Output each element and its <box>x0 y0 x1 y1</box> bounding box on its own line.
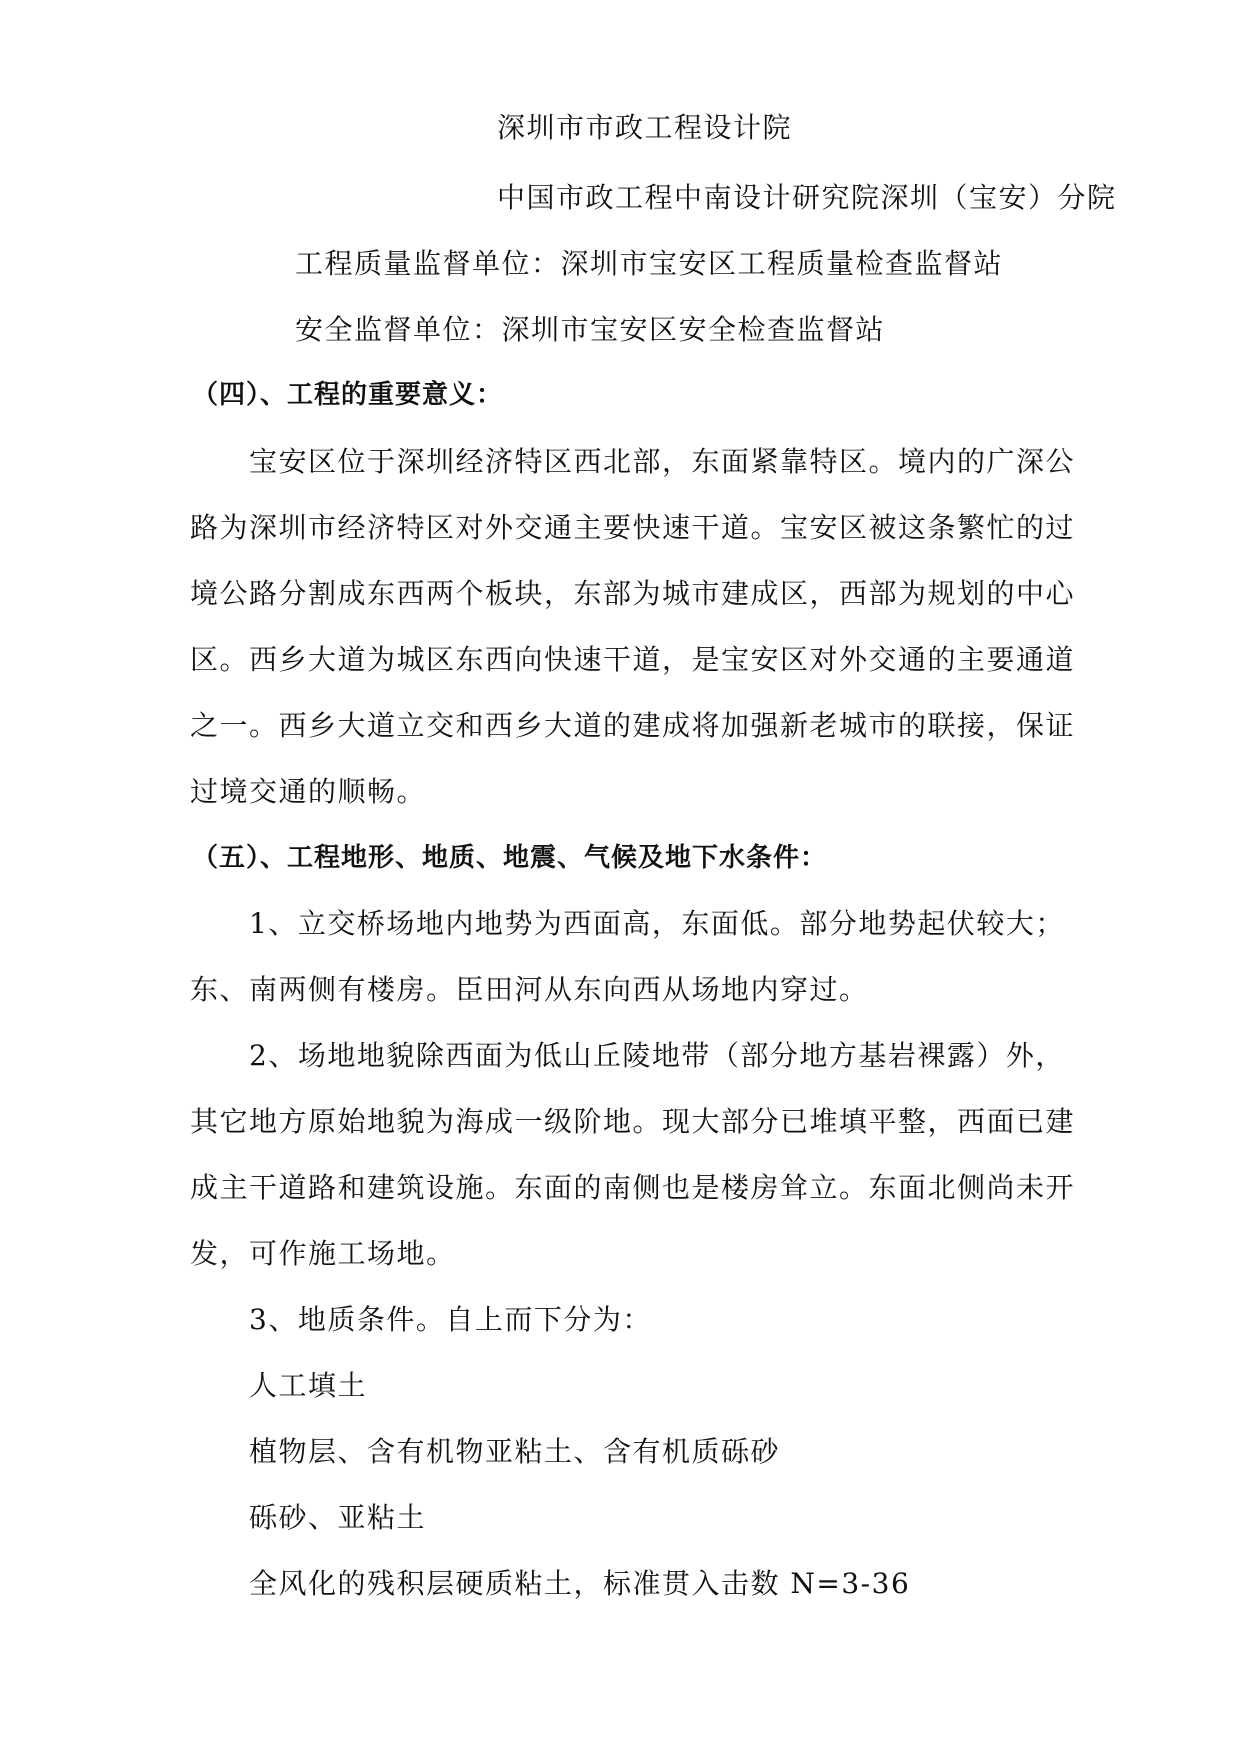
quality-supervision-unit: 工程质量监督单位：深圳市宝安区工程质量检查监督站 <box>295 247 1004 280</box>
item-2-line: 2、场地地貌除西面为低山丘陵地带（部分地方基岩裸露）外， <box>249 1039 1065 1072</box>
section-4-line: 过境交通的顺畅。 <box>190 775 427 808</box>
section-4-heading: （四）、工程的重要意义： <box>192 380 504 410</box>
soil-layer: 砾砂、亚粘土 <box>249 1501 427 1534</box>
item-2-line: 成主干道路和建筑设施。东面的南侧也是楼房耸立。东面北侧尚未开 <box>190 1171 1076 1204</box>
design-unit-2: 中国市政工程中南设计研究院深圳（宝安）分院 <box>497 181 1117 214</box>
soil-layer: 植物层、含有机物亚粘土、含有机质砾砂 <box>249 1435 781 1468</box>
section-4-line: 路为深圳市经济特区对外交通主要快速干道。宝安区被这条繁忙的过 <box>190 511 1076 544</box>
safety-supervision-unit: 安全监督单位：深圳市宝安区安全检查监督站 <box>295 313 886 346</box>
item-2-line: 其它地方原始地貌为海成一级阶地。现大部分已堆填平整，西面已建 <box>190 1105 1076 1138</box>
item-1-line: 东、南两侧有楼房。臣田河从东向西从场地内穿过。 <box>190 973 869 1006</box>
soil-layer: 人工填土 <box>249 1369 368 1402</box>
item-2-line: 发，可作施工场地。 <box>190 1237 456 1270</box>
section-5-heading: （五）、工程地形、地质、地震、气候及地下水条件： <box>192 843 828 873</box>
section-4-line: 之一。西乡大道立交和西乡大道的建成将加强新老城市的联接，保证 <box>190 709 1076 742</box>
section-4-line: 宝安区位于深圳经济特区西北部，东面紧靠特区。境内的广深公 <box>249 445 1076 478</box>
design-unit-1: 深圳市市政工程设计院 <box>497 111 793 144</box>
item-1-line: 1、立交桥场地内地势为西面高，东面低。部分地势起伏较大； <box>249 907 1065 940</box>
section-4-line: 境公路分割成东西两个板块，东部为城市建成区，西部为规划的中心 <box>190 577 1076 610</box>
item-3-line: 3、地质条件。自上而下分为： <box>249 1303 652 1336</box>
soil-layer: 全风化的残积层硬质粘土，标准贯入击数 N=3-36 <box>249 1567 911 1600</box>
section-4-line: 区。西乡大道为城区东西向快速干道，是宝安区对外交通的主要通道 <box>190 643 1076 676</box>
